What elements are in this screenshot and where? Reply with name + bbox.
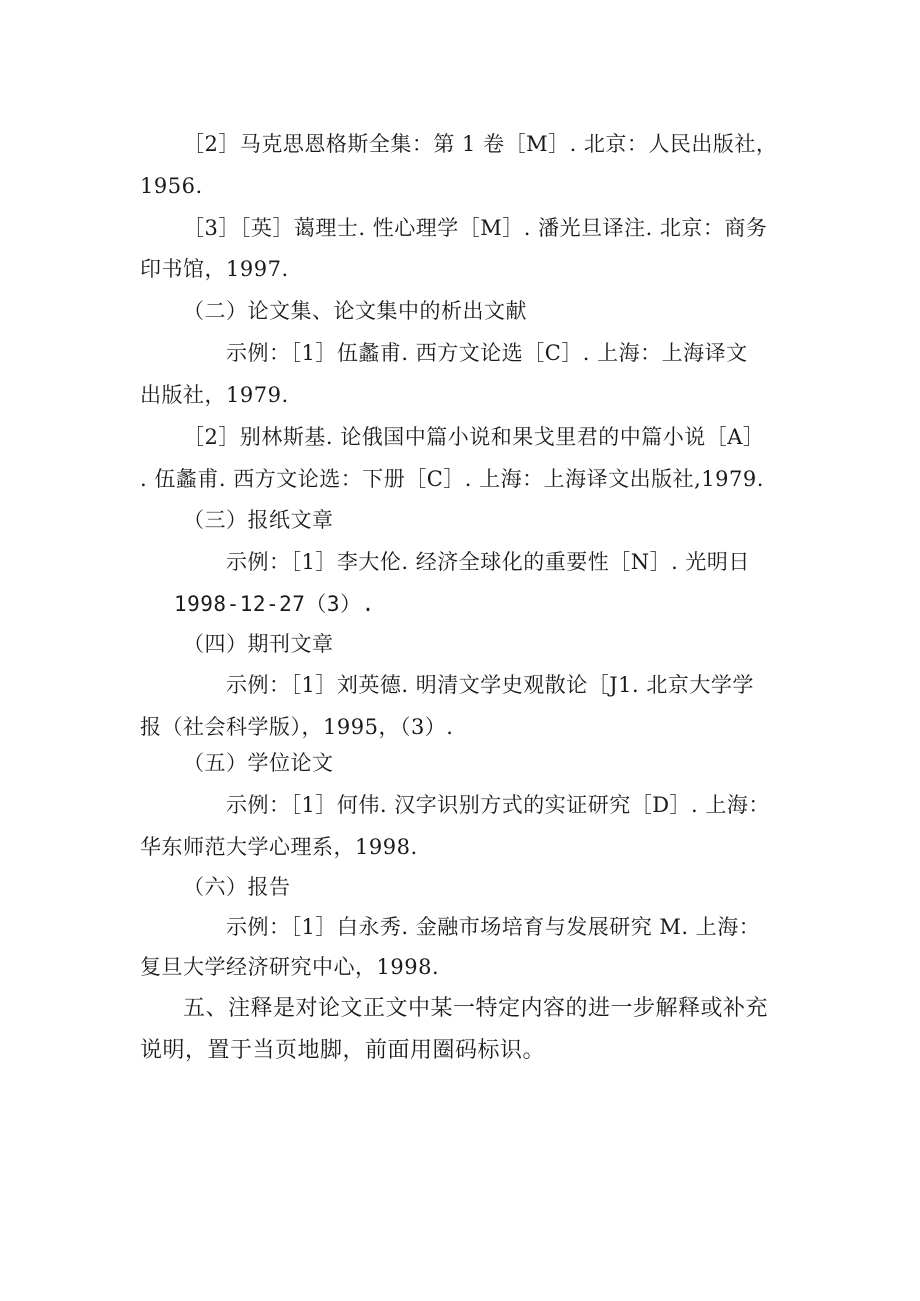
text-line: 印书馆，1997. — [140, 257, 289, 281]
text-line: 华东师范大学心理系，1998. — [140, 835, 418, 859]
text-line: ［2］别林斯基. 论俄国中篇小说和果戈里君的中篇小说［A］ — [183, 425, 765, 449]
text-line: 说明，置于当页地脚，前面用圈码标识。 — [140, 1038, 546, 1063]
text-line: 示例：［1］伍蠡甫. 西方文论选［C］. 上海：上海译文 — [226, 341, 748, 365]
text-line: 1998-12-27（3）. — [174, 592, 375, 616]
text-line: 示例：［1］何伟. 汉字识别方式的实证研究［D］. 上海： — [226, 793, 770, 817]
section-heading: （五）学位论文 — [183, 751, 334, 775]
text-line: . 伍蠡甫. 西方文论选：下册［C］. 上海：上海译文出版社,1979. — [140, 467, 764, 491]
text-line: 示例：［1］刘英德. 明清文学史观散论［J1. 北京大学学 — [226, 673, 754, 697]
text-line: 示例：［1］李大伦. 经济全球化的重要性［N］. 光明日 — [226, 550, 750, 574]
text-line: ［3］［英］蔼理士. 性心理学［M］. 潘光旦译注. 北京：商务 — [183, 216, 768, 240]
section-heading: （二）论文集、论文集中的析出文献 — [183, 299, 527, 323]
text-line: ［2］马克思恩格斯全集：第 1 卷［M］. 北京：人民出版社， — [183, 132, 778, 156]
text-line: 示例：［1］白永秀. 金融市场培育与发展研究 M. 上海： — [226, 915, 761, 939]
text-line: 复旦大学经济研究中心，1998. — [140, 955, 440, 979]
text-line: 五、注释是对论文正文中某一特定内容的进一步解释或补充 — [183, 996, 769, 1021]
section-heading: （六）报告 — [183, 875, 291, 899]
text-line: 出版社，1979. — [140, 383, 289, 407]
section-heading: （四）期刊文章 — [183, 632, 334, 656]
section-heading: （三）报纸文章 — [183, 508, 334, 532]
text-line: 报（社会科学版），1995，（3）. — [140, 715, 454, 739]
text-line: 1956. — [140, 174, 203, 198]
